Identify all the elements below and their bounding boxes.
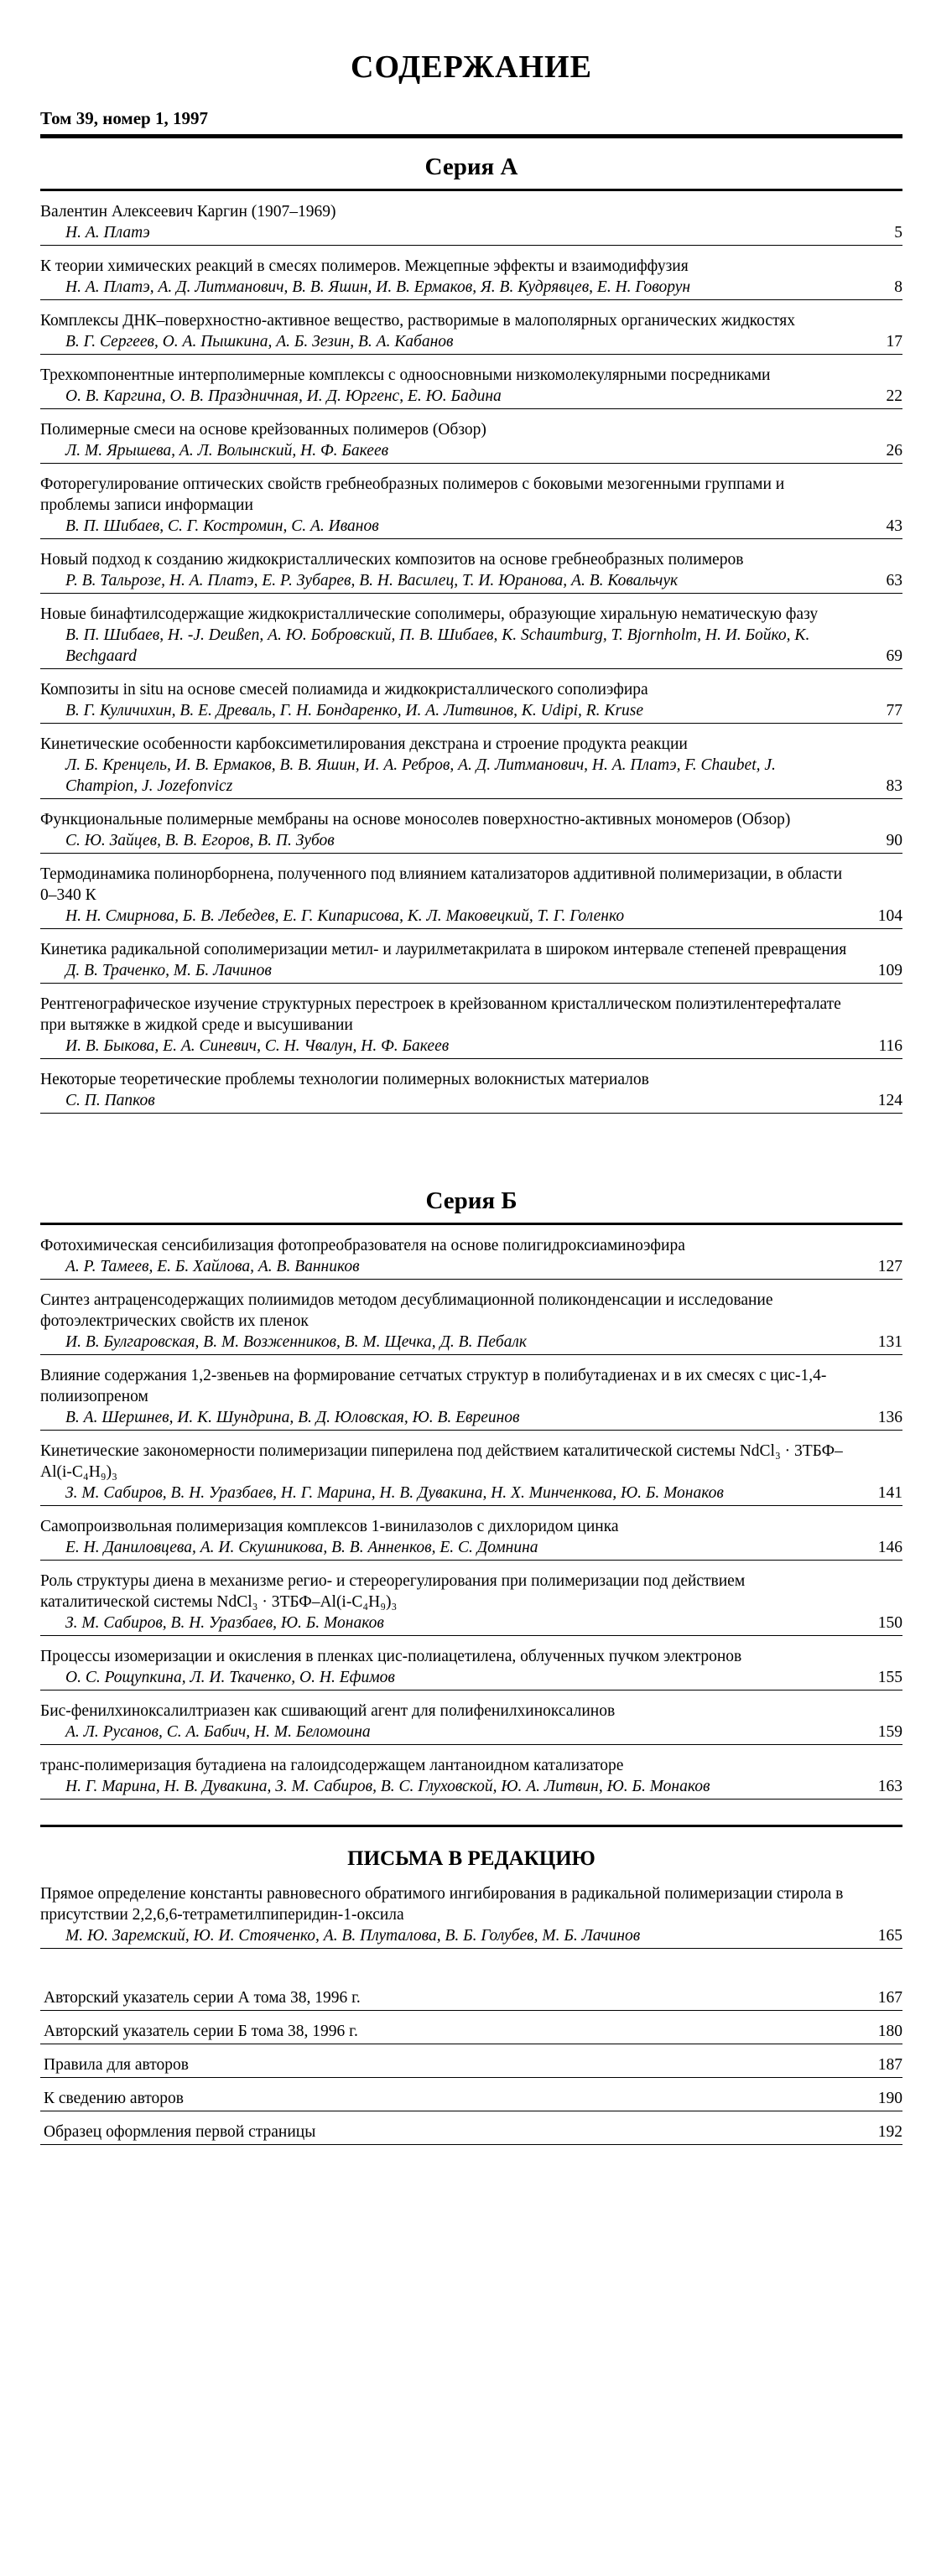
toc-entry[interactable] <box>40 365 902 409</box>
toc-entry[interactable] <box>40 1235 902 1280</box>
author-row <box>40 1613 902 1636</box>
article-authors: Н. Г. Марина, Н. В. Дувакина, З. М. Сабиров, В. С. Глуховской, Ю. А. Литвин, Ю. Б. Монаков <box>65 1778 710 1795</box>
toc-entry[interactable] <box>40 1365 902 1431</box>
toc-entry[interactable] <box>40 994 902 1059</box>
article-title: Влияние содержания 1,2-звеньев на формирование сетчатых структур в полибутадиенах и в их смесях с цис-1,4-полиизопреном <box>40 1367 827 1405</box>
page-number: 187 <box>877 2056 902 2074</box>
appendix-item[interactable] <box>40 2116 902 2145</box>
toc-entry[interactable] <box>40 201 902 246</box>
series-b-section <box>40 1186 902 1827</box>
author-row <box>40 1537 902 1561</box>
article-title: Некоторые теоретические проблемы технологии полимерных волокнистых материалов <box>40 1071 649 1088</box>
letters-heading: ПИСЬМА В РЕДАКЦИЮ <box>347 1847 596 1870</box>
page-number: 127 <box>877 1258 902 1275</box>
article-title: Фотохимическая сенсибилизация фотопреобразователя на основе полигидроксиаминоэфира <box>40 1237 685 1254</box>
article-authors: М. Ю. Заремский, Ю. И. Стояченко, А. В. Плуталова, В. Б. Голубев, М. Б. Лачинов <box>65 1927 641 1945</box>
appendix-title: Авторский указатель серии Б тома 38, 1996 г. <box>44 2023 358 2040</box>
appendix-list <box>40 1982 902 2145</box>
appendix-item[interactable] <box>40 2049 902 2078</box>
page-number: 90 <box>886 832 902 849</box>
article-authors: Д. В. Траченко, М. Б. Лачинов <box>65 962 272 979</box>
article-title: Полимерные смеси на основе крейзованных полимеров (Обзор) <box>40 421 486 439</box>
author-row <box>40 1722 902 1745</box>
author-row <box>40 516 902 539</box>
toc-entry[interactable] <box>40 1646 902 1690</box>
page-number: 124 <box>877 1092 902 1109</box>
article-authors: З. М. Сабиров, В. Н. Уразбаев, Ю. Б. Монаков <box>65 1614 384 1632</box>
toc-entry[interactable] <box>40 809 902 854</box>
page-number: 159 <box>877 1723 902 1741</box>
author-row <box>40 386 902 409</box>
toc-entry[interactable] <box>40 1441 902 1506</box>
article-title: Синтез антраценсодержащих полиимидов методом десублимационной поликонденсации и исследование фотоэлектрических свойств их пленок <box>40 1291 773 1330</box>
author-row <box>40 755 902 799</box>
toc-entry[interactable] <box>40 256 902 300</box>
toc-entry[interactable] <box>40 1290 902 1355</box>
article-authors: С. Ю. Зайцев, В. В. Егоров, В. П. Зубов <box>65 832 335 849</box>
title-rule <box>40 134 902 138</box>
page-number: 22 <box>886 387 902 405</box>
author-row <box>40 1036 902 1059</box>
series-a-heading: Серия А <box>424 153 518 180</box>
page-number: 63 <box>886 572 902 589</box>
article-authors: Р. В. Тальрозе, Н. А. Платэ, Е. Р. Зубарев, В. Н. Василец, Т. И. Юранова, А. В. Ковальчук <box>65 572 679 589</box>
page-number: 165 <box>877 1927 902 1945</box>
author-row <box>40 830 902 854</box>
article-authors: С. П. Папков <box>65 1092 155 1109</box>
appendix-title: Авторский указатель серии А тома 38, 1996 г. <box>44 1989 361 2007</box>
article-title: Функциональные полимерные мембраны на основе моносолев поверхностно-активных мономеров (Обзор) <box>40 811 791 828</box>
article-authors: В. П. Шибаев, С. Г. Костромин, С. А. Иванов <box>65 517 379 535</box>
appendix-title: Правила для авторов <box>44 2056 189 2074</box>
article-title: Кинетика радикальной сополимеризации метил- и лаурилметакрилата в широком интервале степеней превращения <box>40 941 847 958</box>
page-number: 116 <box>878 1037 902 1055</box>
author-row <box>40 1483 902 1506</box>
article-title: Кинетические особенности карбоксиметилирования декстрана и строение продукта реакции <box>40 735 688 753</box>
page-number: 146 <box>877 1539 902 1556</box>
toc-entry[interactable] <box>40 1883 902 1949</box>
article-title: Валентин Алексеевич Каргин (1907–1969) <box>40 203 336 221</box>
toc-entry[interactable] <box>40 474 902 539</box>
author-row <box>40 440 902 464</box>
toc-entry[interactable] <box>40 734 902 799</box>
author-row <box>40 1776 902 1800</box>
page-number: 43 <box>886 517 902 535</box>
series-a-list <box>40 201 902 1114</box>
article-title: Процессы изомеризации и окисления в пленках цис-полиацетилена, облученных пучком электронов <box>40 1648 742 1665</box>
article-authors: Н. Н. Смирнова, Б. В. Лебедев, Е. Г. Кипарисова, К. Л. Маковецкий, Т. Г. Голенко <box>65 907 625 925</box>
page-number: 180 <box>877 2023 902 2040</box>
toc-entry[interactable] <box>40 1701 902 1745</box>
toc-entry[interactable] <box>40 310 902 355</box>
author-row <box>40 331 902 355</box>
author-row <box>40 277 902 300</box>
article-authors: И. В. Быкова, Е. А. Синевич, С. Н. Чвалун, Н. Ф. Бакеев <box>65 1037 450 1055</box>
page-number: 163 <box>877 1778 902 1795</box>
page-number: 8 <box>894 278 902 296</box>
page-number: 136 <box>877 1409 902 1426</box>
article-title: Роль структуры диена в механизме регио- и стереорегулирования при полимеризации под действием каталитической системы NdCl₃ · 3ТБФ–Al(i-C₄H₉)₃ <box>40 1572 746 1611</box>
article-title: транс-полимеризация бутадиена на галоидсодержащем лантаноидном катализаторе <box>40 1757 624 1774</box>
page-number: 104 <box>877 907 902 925</box>
article-authors: И. В. Булгаровская, В. М. Возженников, В. М. Щечка, Д. В. Пебалк <box>65 1333 528 1351</box>
author-row <box>40 1925 902 1949</box>
article-title: Фоторегулирование оптических свойств гребнеобразных полимеров с боковыми мезогенными группами и проблемы записи информации <box>40 475 785 514</box>
appendix-item[interactable] <box>40 2083 902 2111</box>
toc-entry[interactable] <box>40 419 902 464</box>
page-number: 26 <box>886 442 902 460</box>
page-number: 17 <box>886 333 902 351</box>
toc-entry[interactable] <box>40 1069 902 1114</box>
article-title: Прямое определение константы равновесного обратимого ингибирования в радикальной полимеризации стирола в присутствии 2,2,6,6-тетраметилпиперидин-1-оксила <box>40 1885 844 1924</box>
series-b-rule <box>40 1223 902 1225</box>
article-authors: В. П. Шибаев, Н. -J. Deußen, А. Ю. Бобровский, П. В. Шибаев, K. Schaumburg, T. Bjornholm, Н. И. Бойко, K. Bechgaard <box>65 626 810 665</box>
series-a-rule <box>40 189 902 191</box>
series-b-list <box>40 1235 902 1800</box>
article-title: Трехкомпонентные интерполимерные комплексы с одноосновными низкомолекулярными посредниками <box>40 366 771 384</box>
article-title: Комплексы ДНК–поверхностно-активное вещество, растворимые в малополярных органических жидкостях <box>40 312 795 330</box>
letters-list <box>40 1883 902 1949</box>
toc-entry[interactable] <box>40 864 902 929</box>
article-title: Новые бинафтилсодержащие жидкокристаллические сополимеры, образующие хиральную нематическую фазу <box>40 605 819 623</box>
page-number: 155 <box>877 1669 902 1686</box>
page-number: 77 <box>886 702 902 719</box>
page-number: 131 <box>877 1333 902 1351</box>
article-authors: В. Г. Куличихин, В. Е. Древаль, Г. Н. Бондаренко, И. А. Литвинов, K. Udipi, R. Kruse <box>65 702 644 719</box>
page-number: 83 <box>886 777 902 795</box>
article-title: Рентгенографическое изучение структурных перестроек в крейзованном кристаллическом полиэтилентерефталате при вытяжке в жидкой среде и высушивании <box>40 995 841 1034</box>
author-row <box>40 700 902 724</box>
article-authors: А. Р. Тамеев, Е. Б. Хайлова, А. В. Ванников <box>65 1258 360 1275</box>
article-authors: Л. М. Ярышева, А. Л. Волынский, Н. Ф. Бакеев <box>65 442 389 460</box>
article-authors: Н. А. Платэ <box>65 224 150 242</box>
page-number: 69 <box>886 647 902 665</box>
article-authors: О. В. Каргина, О. В. Праздничная, И. Д. Юргенс, Е. Ю. Бадина <box>65 387 502 405</box>
article-authors: В. А. Шершнев, И. К. Шундрина, В. Д. Юловская, Ю. В. Евреинов <box>65 1409 520 1426</box>
article-authors: А. Л. Русанов, С. А. Бабич, Н. М. Беломоина <box>65 1723 371 1741</box>
article-authors: Е. Н. Даниловцева, А. И. Скушникова, В. В. Анненков, Е. С. Домнина <box>65 1539 538 1556</box>
article-title: Термодинамика полинорборнена, полученного под влиянием катализаторов аддитивной полимеризации, в области 0–340 К <box>40 865 843 904</box>
author-row <box>40 1090 902 1114</box>
appendix-item[interactable] <box>40 1982 902 2011</box>
page-number: 150 <box>877 1614 902 1632</box>
page-number: 141 <box>877 1484 902 1502</box>
author-row <box>40 1407 902 1431</box>
article-authors: Л. Б. Кренцель, И. В. Ермаков, В. В. Яшин, И. А. Ребров, А. Д. Литманович, Н. А. Платэ, F. Chaubet, J. Champion, J. Jozefonvicz <box>65 756 776 795</box>
article-authors: О. С. Рощупкина, Л. И. Ткаченко, О. Н. Ефимов <box>65 1669 395 1686</box>
article-authors: В. Г. Сергеев, О. А. Пышкина, А. Б. Зезин, В. А. Кабанов <box>65 333 454 351</box>
page-title: СОДЕРЖАНИЕ <box>351 49 592 85</box>
issue-info: Том 39, номер 1, 1997 <box>40 108 208 128</box>
article-title: К теории химических реакций в смесях полимеров. Межцепные эффекты и взаимодиффузия <box>40 257 689 275</box>
toc-entry[interactable] <box>40 1571 902 1636</box>
toc-entry[interactable] <box>40 1755 902 1800</box>
author-row <box>40 906 902 929</box>
author-row <box>40 1332 902 1355</box>
author-row <box>40 222 902 246</box>
article-title: Кинетические закономерности полимеризации пиперилена под действием каталитической системы NdCl₃ · 3ТБФ–Al(i-C₄H₉)₃ <box>40 1442 843 1481</box>
article-authors: З. М. Сабиров, В. Н. Уразбаев, Н. Г. Марина, Н. В. Дувакина, Н. Х. Минченкова, Ю. Б. Монаков <box>65 1484 724 1502</box>
appendix-item[interactable] <box>40 2016 902 2044</box>
toc-entry[interactable] <box>40 1516 902 1561</box>
article-authors: Н. А. Платэ, А. Д. Литманович, В. В. Яшин, И. В. Ермаков, Я. В. Кудрявцев, Е. Н. Говорун <box>65 278 691 296</box>
article-title: Самопроизвольная полимеризация комплексов 1-винилазолов с дихлоридом цинка <box>40 1518 619 1535</box>
toc-entry[interactable] <box>40 549 902 594</box>
page-number: 167 <box>877 1989 902 2007</box>
toc-entry[interactable] <box>40 679 902 724</box>
page-number: 109 <box>877 962 902 979</box>
author-row <box>40 570 902 594</box>
page-number: 5 <box>894 224 902 242</box>
author-row <box>40 1667 902 1690</box>
author-row <box>40 1256 902 1280</box>
author-row <box>40 625 902 669</box>
page-number: 192 <box>877 2123 902 2141</box>
toc-entry[interactable] <box>40 939 902 984</box>
article-title: Новый подход к созданию жидкокристаллических композитов на основе гребнеобразных полимеров <box>40 551 744 569</box>
appendix-title: Образец оформления первой страницы <box>44 2123 316 2141</box>
author-row <box>40 960 902 984</box>
appendix-title: К сведению авторов <box>44 2090 185 2107</box>
toc-entry[interactable] <box>40 604 902 669</box>
article-title: Бис-фенилхиноксалилтриазен как сшивающий агент для полифенилхиноксалинов <box>40 1702 616 1720</box>
contents-page <box>40 49 902 2145</box>
page-number: 190 <box>877 2090 902 2107</box>
series-b-heading: Серия Б <box>425 1187 518 1214</box>
article-title: Композиты in situ на основе смесей полиамида и жидкокристаллического сополиэфира <box>40 681 648 699</box>
